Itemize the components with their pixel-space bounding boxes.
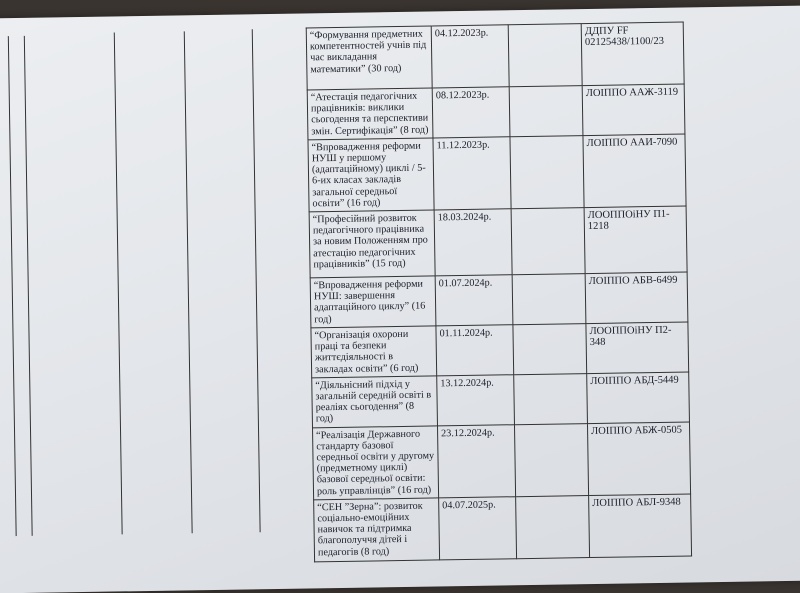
- course-cell: “Професійний розвиток педагогічного працівника за новим Положенням про атестацію педагогічних працівників” (15 год): [309, 210, 435, 278]
- date-cell: 04.07.2025р.: [439, 497, 517, 560]
- table-row: [314, 494, 692, 562]
- column-line: [252, 29, 261, 532]
- document-page: [0, 6, 800, 593]
- date-cell: 08.12.2023р.: [432, 87, 510, 138]
- empty-cell: [513, 324, 587, 375]
- course-cell: “Реалізація Державного стандарту базової середньої освіти у другому (предметному циклі) базової середньої освіти: роль управлінців” (16 год): [313, 426, 439, 500]
- certificate-cell: ЛООППОіНУ П1-1218: [584, 206, 687, 274]
- course-cell: “Організація охорони праці та безпеки життєдіяльності в закладах освіти” (6 год): [311, 326, 437, 378]
- certificate-cell: ЛОІППО АБЛ-9348: [589, 494, 692, 558]
- course-cell: “Впровадження реформи НУШ: завершення адаптаційного циклу” (16 год): [310, 276, 436, 328]
- table-row: [310, 272, 688, 328]
- date-cell: 01.07.2024р.: [435, 275, 513, 326]
- empty-cell: [516, 495, 590, 558]
- course-cell: “Формування предметних компетентностей учнів під час викладання математики” (30 год): [306, 26, 432, 90]
- course-cell: “СЕН ”Зерна”: розвиток соціально-емоційних навичок та підтримка благополуччя дітей і педагогів (8 год): [314, 498, 440, 562]
- certificate-cell: ЛОІППО АБД-5449: [587, 372, 690, 423]
- column-line: [184, 31, 193, 533]
- column-line: [8, 36, 17, 536]
- empty-cell: [514, 423, 588, 496]
- date-cell: 04.12.2023р.: [431, 25, 509, 88]
- empty-cell: [512, 274, 586, 325]
- certificate-cell: ДДПУ FF 02125438/1100/23: [581, 22, 684, 86]
- date-cell: 13.12.2024р.: [437, 375, 515, 426]
- empty-cell: [510, 135, 584, 208]
- empty-cell: [508, 24, 582, 87]
- empty-cell: [511, 208, 585, 275]
- column-line: [114, 32, 123, 534]
- table-row: [311, 322, 689, 378]
- certificate-cell: ЛОІППО АБВ-6499: [585, 272, 688, 324]
- date-cell: 18.03.2024р.: [434, 209, 512, 276]
- course-cell: “Атестація педагогічних працівників: виклики сьогодення та перспективи змін. Сертифікація” (8 год): [307, 88, 433, 140]
- date-cell: 01.11.2024р.: [436, 325, 514, 376]
- certificate-cell: ЛОІППО АБЖ-0505: [587, 422, 690, 496]
- empty-cell: [514, 373, 588, 424]
- courses-table: [306, 22, 692, 563]
- column-line: [24, 36, 33, 536]
- table-row: [309, 206, 687, 278]
- table-row: [307, 84, 685, 140]
- table-row: [312, 372, 690, 428]
- table-row: [308, 134, 686, 212]
- course-cell: “Впровадження реформи НУШ у першому (адаптаційному) циклі / 5-6-их класах закладів загальної середньої освіти” (16 год): [308, 138, 434, 212]
- certificate-cell: ЛОІППО ААЖ-3119: [582, 84, 685, 135]
- date-cell: 11.12.2023р.: [433, 137, 511, 210]
- date-cell: 23.12.2024р.: [437, 424, 515, 497]
- certificate-cell: ЛООППОіНУ П2-348: [586, 322, 689, 373]
- empty-cell: [509, 86, 583, 137]
- course-cell: “Діяльнісний підхід у загальній середній освіті в реаліях сьогодення” (8 год): [312, 376, 438, 428]
- table-row: [313, 422, 691, 500]
- table-row: [306, 22, 684, 90]
- certificate-cell: ЛОІППО ААИ-7090: [583, 134, 686, 208]
